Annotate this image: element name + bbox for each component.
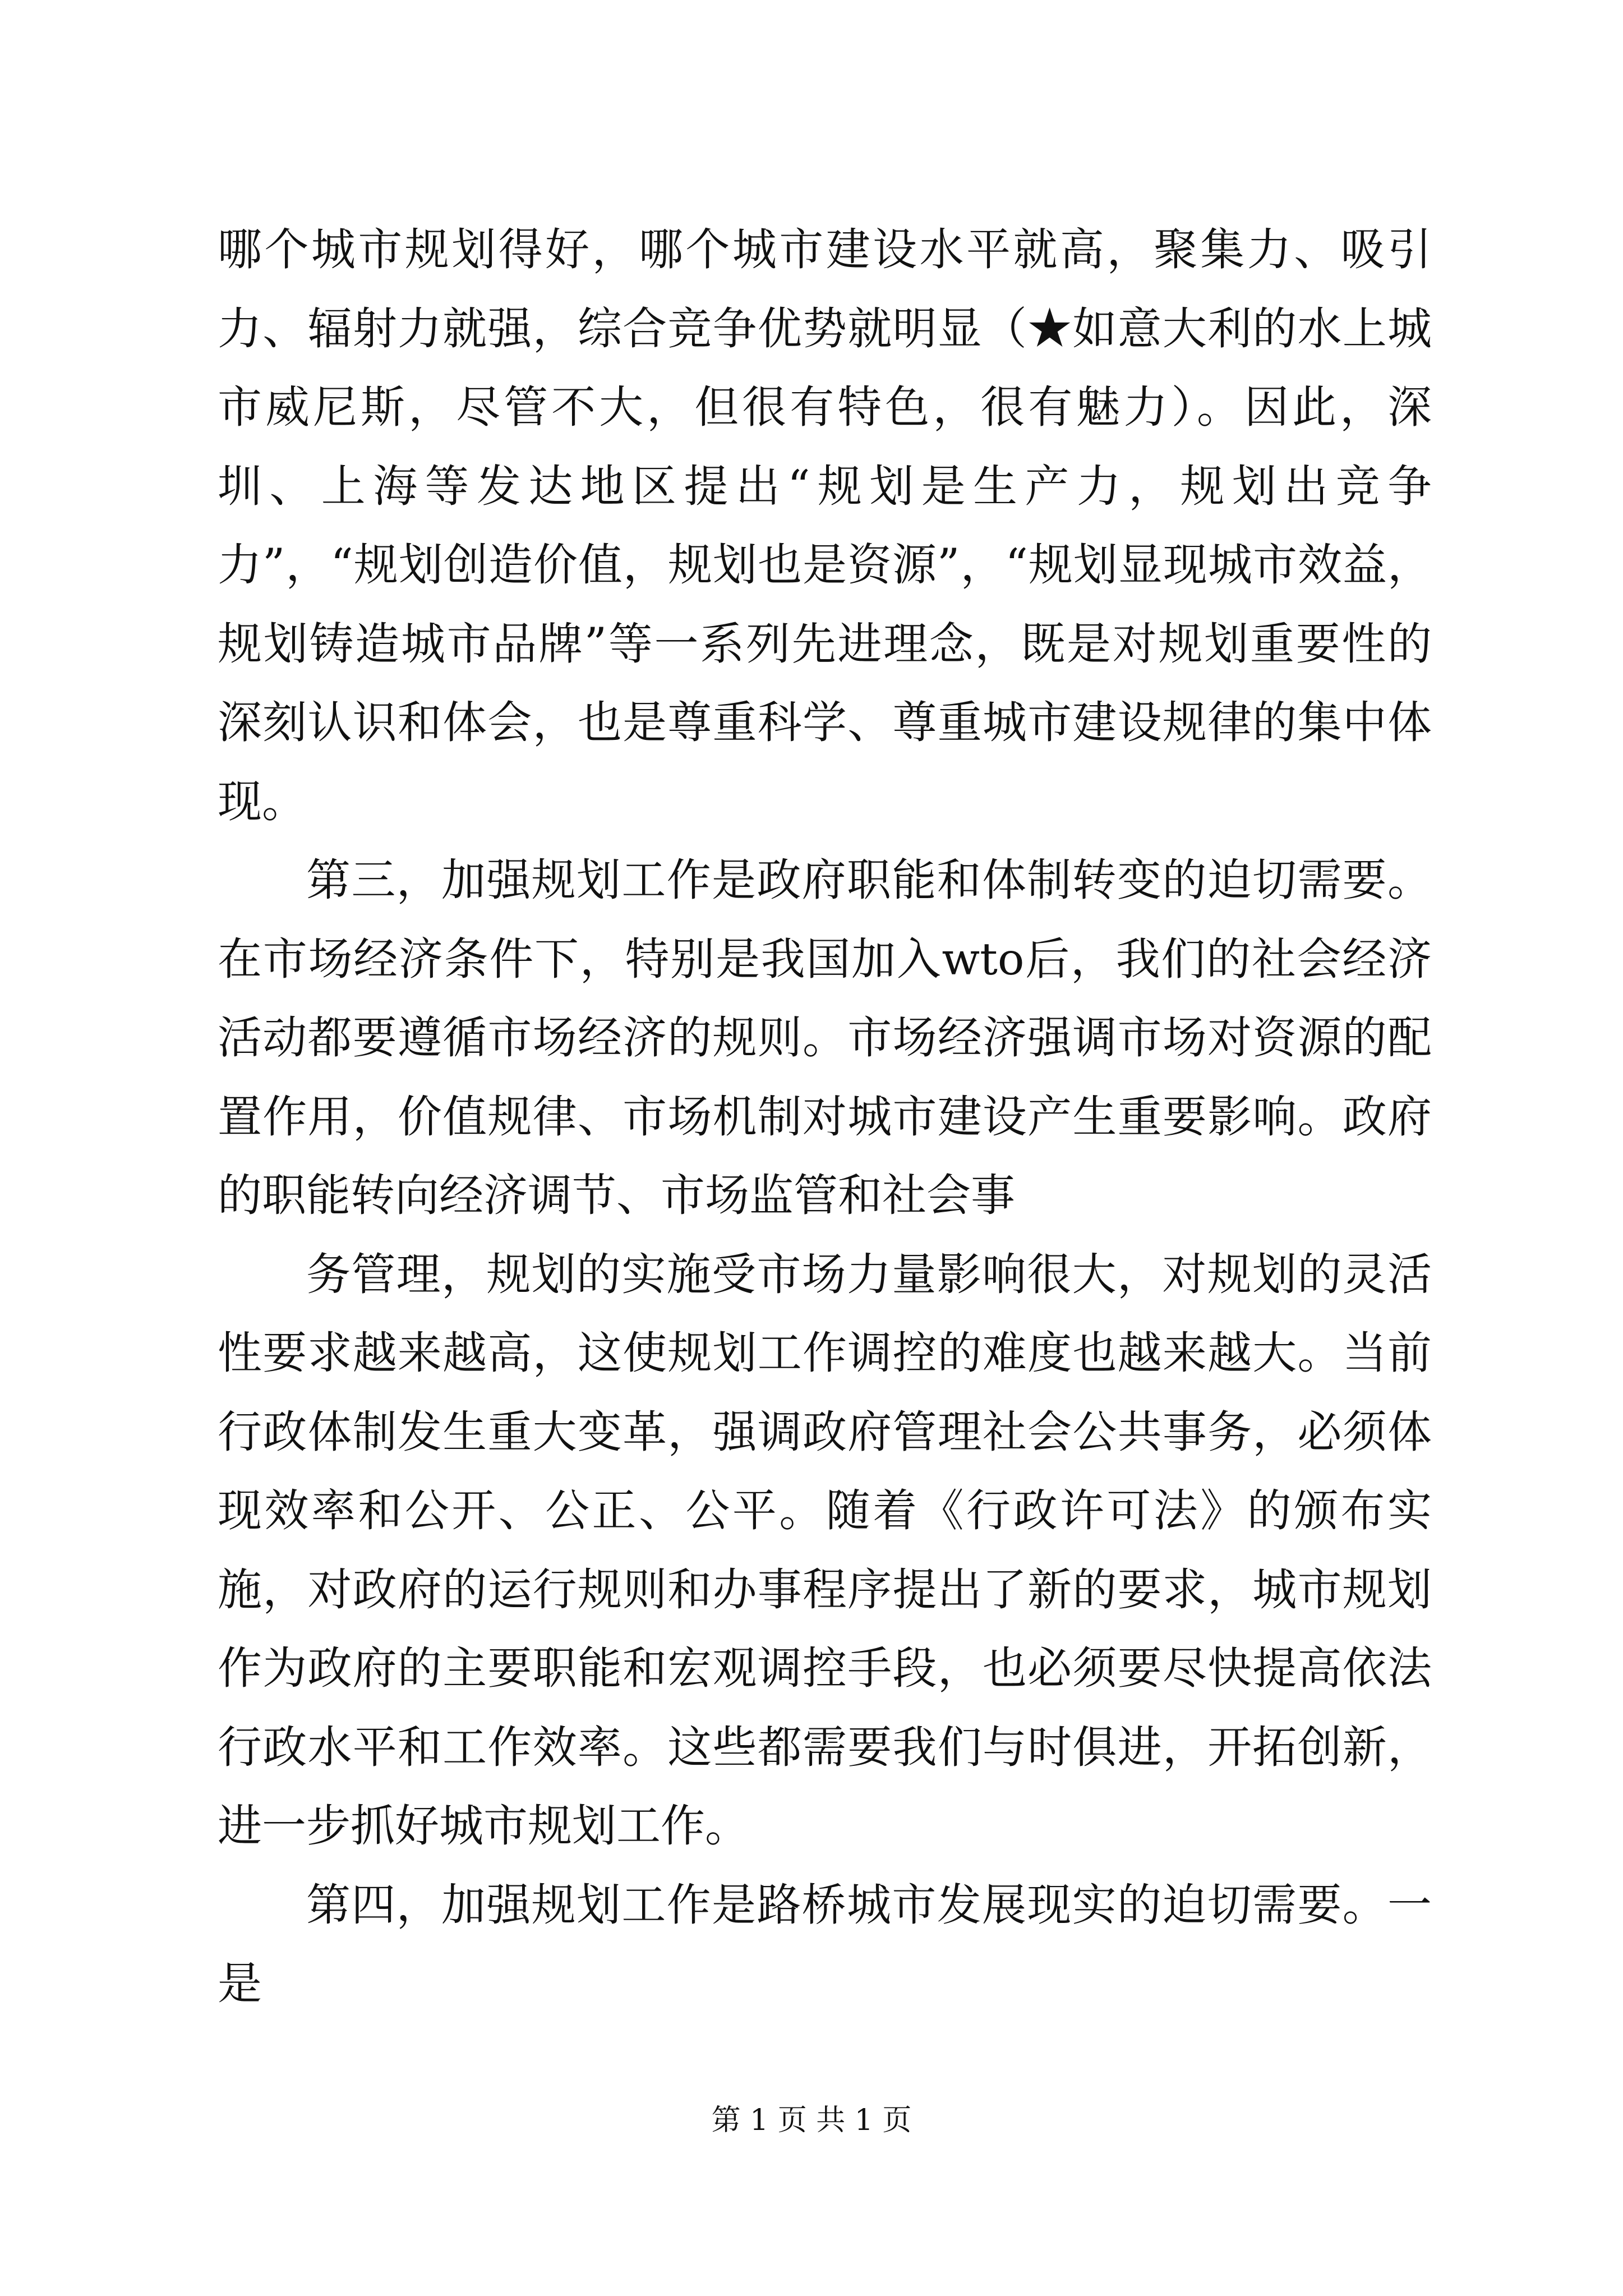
document-body xyxy=(218,210,1432,2023)
paragraph-4: 第四，加强规划工作是路桥城市发展现实的迫切需要。一是 xyxy=(218,1879,1432,2009)
paragraph-3: 务管理，规划的实施受市场力量影响很大，对规划的灵活性要求越来越高，这使规划工作调控的难度也越来越大。当前行政体制发生重大变革，强调政府管理社会公共事务，必须体现效率和公开、公正、公平。随着《行政许可法》的颁布实施，对政府的运行规则和办事程序提出了新的要求，城市规划作为政府的主要职能和宏观调控手段，也必须要尽快提高依法行政水平和工作效率。这些都需要我们与时俱进，开拓创新，进一步抓好城市规划工作。 xyxy=(218,1248,1432,1852)
paragraph-2: 第三，加强规划工作是政府职能和体制转变的迫切需要。在市场经济条件下，特别是我国加入wto后，我们的社会经济活动都要遵循市场经济的规则。市场经济强调市场对资源的配置作用，价值规律、市场机制对城市建设产生重要影响。政府的职能转向经济调节、市场监管和社会事 xyxy=(218,854,1432,1221)
paragraph-1: 哪个城市规划得好，哪个城市建设水平就高，聚集力、吸引力、辐射力就强，综合竞争优势就明显（★如意大利的水上城市威尼斯，尽管不大，但很有特色，很有魅力）。因此，深圳、上海等发达地区提出“规划是生产力，规划出竞争力”，“规划创造价值，规划也是资源”，“规划显现城市效益，规划铸造城市品牌”等一系列先进理念，既是对规划重要性的深刻认识和体会，也是尊重科学、尊重城市建设规律的集中体现。 xyxy=(218,224,1432,827)
page-footer: 第 1 页 共 1 页 xyxy=(711,2104,912,2137)
